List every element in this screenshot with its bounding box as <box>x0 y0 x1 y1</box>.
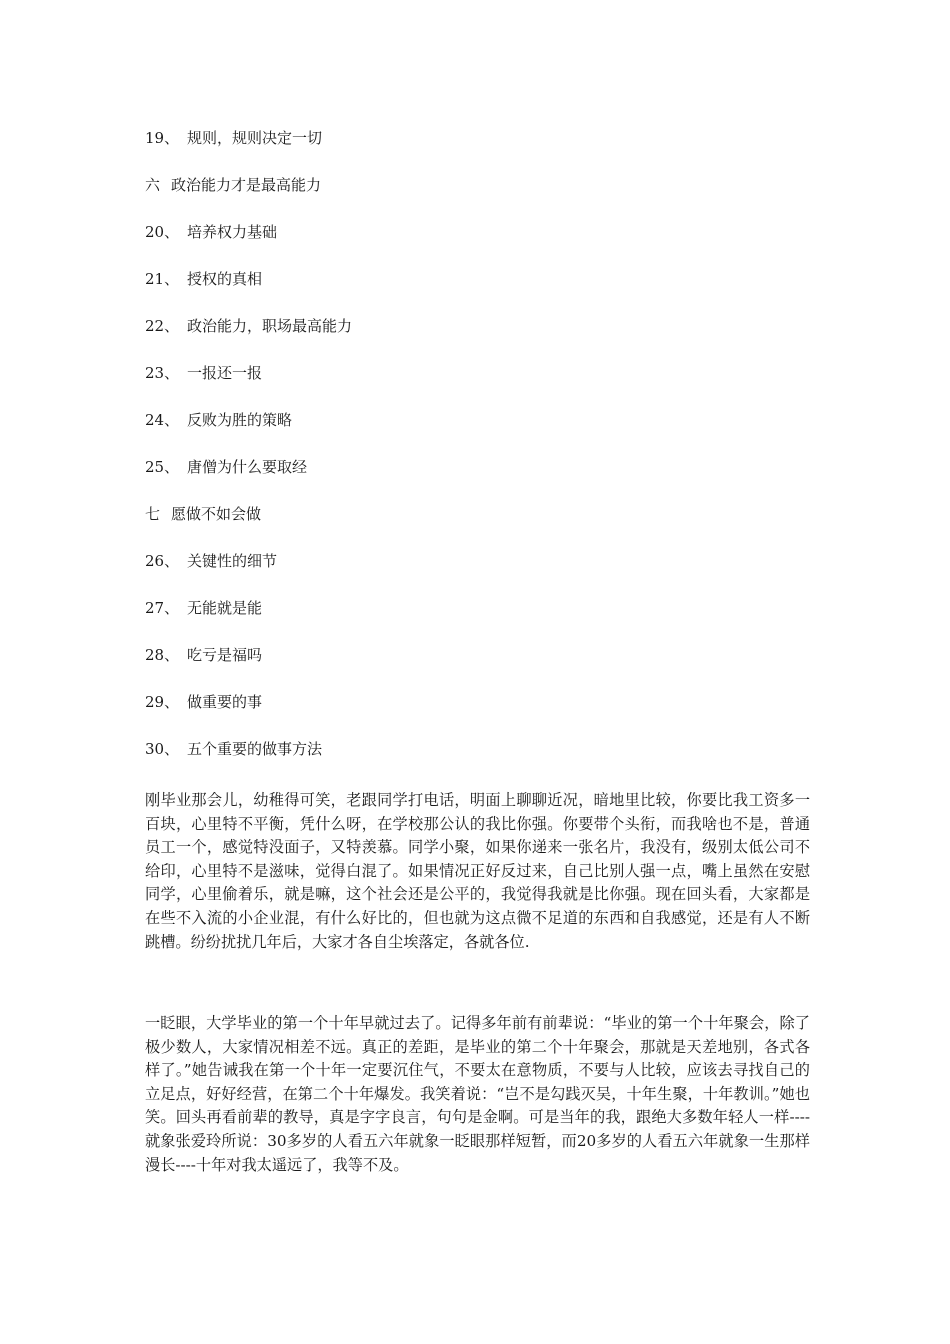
toc-title: 做重要的事 <box>187 693 263 711</box>
toc-number: 30、 <box>145 740 180 758</box>
toc-item <box>145 316 810 363</box>
toc-number: 24、 <box>145 411 180 429</box>
toc-list <box>145 128 810 786</box>
toc-title: 愿做不如会做 <box>171 505 262 523</box>
toc-title: 政治能力才是最高能力 <box>171 176 322 194</box>
toc-item <box>145 692 810 739</box>
toc-title: 政治能力，职场最高能力 <box>187 317 353 335</box>
toc-title: 唐僧为什么要取经 <box>187 458 308 476</box>
toc-number: 21、 <box>145 270 180 288</box>
toc-number: 19、 <box>145 129 180 147</box>
toc-item <box>145 410 810 457</box>
toc-item <box>145 363 810 410</box>
toc-item <box>145 128 810 175</box>
toc-title: 培养权力基础 <box>187 223 278 241</box>
toc-item <box>145 222 810 269</box>
toc-section-heading <box>145 175 810 222</box>
toc-number: 29、 <box>145 693 180 711</box>
toc-number: 25、 <box>145 458 180 476</box>
body-paragraph: 一眨眼，大学毕业的第一个十年早就过去了。记得多年前有前辈说：“毕业的第一个十年聚会，除了极少数人，大家情况相差不远。真正的差距，是毕业的第二个十年聚会，那就是天差地别，各式各样了。”她告诫我在第一个十年一定要沉住气，不要太在意物质，不要与人比较，应该去寻找自己的立足点，好好经营，在第二个十年爆发。我笑着说：“岂不是勾践灭吴，十年生聚，十年教训。”她也笑。回头再看前辈的教导，真是字字良言，句句是金啊。可是当年的我，跟绝大多数年轻人一样----就象张爱玲所说：30多岁的人看五六年就象一眨眼那样短暂，而20多岁的人看五六年就象一生那样漫长----十年对我太遥远了，我等不及。 <box>145 1014 810 1174</box>
toc-title: 规则，规则决定一切 <box>187 129 323 147</box>
body-paragraph: 刚毕业那会儿，幼稚得可笑，老跟同学打电话，明面上聊聊近况，暗地里比较，你要比我工资多一百块，心里特不平衡，凭什么呀，在学校那公认的我比你强。你要带个头衔，而我啥也不是，普通员工一个，感觉特没面子，又特羡慕。同学小聚，如果你递来一张名片，我没有，级别太低公司不给印，心里特不是滋味，觉得白混了。如果情况正好反过来，自己比别人强一点，嘴上虽然在安慰同学，心里偷着乐，就是嘛，这个社会还是公平的，我觉得我就是比你强。现在回头看，大家都是在些不入流的小企业混，有什么好比的，但也就为这点微不足道的东西和自我感觉，还是有人不断跳槽。纷纷扰扰几年后，大家才各自尘埃落定，各就各位. <box>145 791 810 951</box>
toc-title: 五个重要的做事方法 <box>187 740 323 758</box>
toc-section-heading <box>145 504 810 551</box>
toc-number: 七 <box>145 505 161 523</box>
toc-number: 28、 <box>145 646 180 664</box>
toc-number: 26、 <box>145 552 180 570</box>
toc-number: 22、 <box>145 317 180 335</box>
toc-number: 六 <box>145 176 161 194</box>
toc-item <box>145 645 810 692</box>
toc-title: 无能就是能 <box>187 599 263 617</box>
toc-number: 23、 <box>145 364 180 382</box>
toc-item <box>145 457 810 504</box>
toc-title: 授权的真相 <box>187 270 263 288</box>
toc-title: 反败为胜的策略 <box>187 411 293 429</box>
toc-number: 27、 <box>145 599 180 617</box>
toc-item <box>145 269 810 316</box>
toc-item <box>145 551 810 598</box>
toc-item <box>145 739 810 786</box>
toc-title: 关键性的细节 <box>187 552 278 570</box>
toc-number: 20、 <box>145 223 180 241</box>
toc-title: 吃亏是福吗 <box>187 646 263 664</box>
toc-item <box>145 598 810 645</box>
toc-title: 一报还一报 <box>187 364 263 382</box>
